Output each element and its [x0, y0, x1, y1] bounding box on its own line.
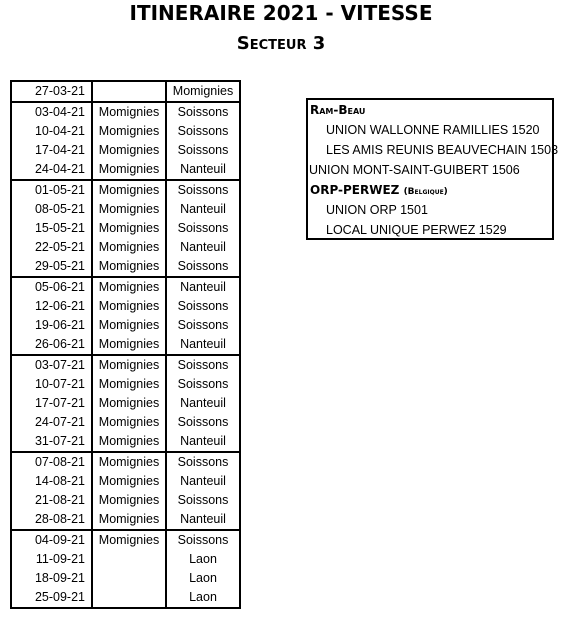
- schedule-to: Soissons: [166, 180, 240, 200]
- schedule-from: Momignies: [92, 394, 166, 413]
- schedule-date: 03-07-21: [11, 355, 92, 375]
- schedule-from: Momignies: [92, 122, 166, 141]
- schedule-date: 01-05-21: [11, 180, 92, 200]
- schedule-to: Nanteuil: [166, 472, 240, 491]
- schedule-from: Momignies: [92, 510, 166, 530]
- schedule-row: [11, 200, 240, 219]
- schedule-row: [11, 160, 240, 180]
- schedule-date: 03-04-21: [11, 102, 92, 122]
- schedule-row: [11, 491, 240, 510]
- club-group-name: ORP-PERWEZ: [310, 183, 400, 197]
- schedule-row: [11, 81, 240, 102]
- schedule-to: Nanteuil: [166, 394, 240, 413]
- schedule-date: 26-06-21: [11, 335, 92, 355]
- schedule-to: Laon: [166, 550, 240, 569]
- schedule-from: Momignies: [92, 219, 166, 238]
- schedule-from: Momignies: [92, 472, 166, 491]
- schedule-to: Laon: [166, 569, 240, 588]
- schedule-to: Laon: [166, 588, 240, 608]
- schedule-to: Soissons: [166, 452, 240, 472]
- schedule-date: 29-05-21: [11, 257, 92, 277]
- schedule-row: [11, 238, 240, 257]
- schedule-table: [10, 80, 241, 609]
- schedule-to: Soissons: [166, 297, 240, 316]
- schedule-from: Momignies: [92, 355, 166, 375]
- club-group-name: Ram-Beau: [310, 103, 366, 117]
- schedule-date: 04-09-21: [11, 530, 92, 550]
- schedule-date: 08-05-21: [11, 200, 92, 219]
- schedule-to: Soissons: [166, 530, 240, 550]
- schedule-date: 17-04-21: [11, 141, 92, 160]
- clubs-box: [306, 98, 559, 240]
- schedule-from: Momignies: [92, 335, 166, 355]
- schedule-row: [11, 219, 240, 238]
- schedule-row: [11, 180, 240, 200]
- schedule-to: Soissons: [166, 316, 240, 335]
- schedule-row: [11, 550, 240, 569]
- schedule-row: [11, 257, 240, 277]
- schedule-from: Momignies: [92, 316, 166, 335]
- schedule-to: Nanteuil: [166, 238, 240, 257]
- schedule-date: 21-08-21: [11, 491, 92, 510]
- schedule-row: [11, 472, 240, 491]
- schedule-date: 15-05-21: [11, 219, 92, 238]
- schedule-from: Momignies: [92, 432, 166, 452]
- schedule-from: Momignies: [92, 277, 166, 297]
- schedule-from: [92, 569, 166, 588]
- schedule-to: Soissons: [166, 413, 240, 432]
- schedule-to: Nanteuil: [166, 510, 240, 530]
- schedule-from: Momignies: [92, 491, 166, 510]
- schedule-to: Nanteuil: [166, 200, 240, 219]
- schedule-date: 18-09-21: [11, 569, 92, 588]
- schedule-from: Momignies: [92, 238, 166, 257]
- schedule-from: Momignies: [92, 257, 166, 277]
- club-item: LOCAL UNIQUE PERWEZ 1529: [326, 223, 507, 237]
- schedule-date: 07-08-21: [11, 452, 92, 472]
- schedule-row: [11, 432, 240, 452]
- schedule-to: Nanteuil: [166, 277, 240, 297]
- schedule-row: [11, 102, 240, 122]
- schedule-date: 25-09-21: [11, 588, 92, 608]
- schedule-row: [11, 316, 240, 335]
- schedule-to: Nanteuil: [166, 160, 240, 180]
- schedule-date: 05-06-21: [11, 277, 92, 297]
- schedule-row: [11, 588, 240, 608]
- schedule-to: Soissons: [166, 219, 240, 238]
- schedule-date: 24-07-21: [11, 413, 92, 432]
- page-title: ITINERAIRE 2021 - VITESSE: [129, 1, 433, 25]
- schedule-from: Momignies: [92, 452, 166, 472]
- schedule-to: Soissons: [166, 122, 240, 141]
- schedule-to: Soissons: [166, 257, 240, 277]
- schedule-row: [11, 122, 240, 141]
- schedule-row: [11, 510, 240, 530]
- schedule-from: Momignies: [92, 102, 166, 122]
- schedule-from: Momignies: [92, 297, 166, 316]
- schedule-row: [11, 569, 240, 588]
- schedule-row: [11, 355, 240, 375]
- schedule-date: 19-06-21: [11, 316, 92, 335]
- schedule-date: 27-03-21: [11, 81, 92, 102]
- schedule-date: 12-06-21: [11, 297, 92, 316]
- schedule-from: Momignies: [92, 141, 166, 160]
- page-subtitle: Secteur 3: [236, 33, 326, 54]
- schedule-row: [11, 394, 240, 413]
- schedule-from: Momignies: [92, 530, 166, 550]
- schedule-row: [11, 375, 240, 394]
- schedule-from: Momignies: [92, 200, 166, 219]
- schedule-to: Soissons: [166, 491, 240, 510]
- schedule-to: Soissons: [166, 355, 240, 375]
- schedule-row: [11, 530, 240, 550]
- schedule-date: 24-04-21: [11, 160, 92, 180]
- schedule-date: 14-08-21: [11, 472, 92, 491]
- schedule-date: 31-07-21: [11, 432, 92, 452]
- club-group-note: (Belgique): [403, 187, 448, 197]
- schedule-from: Momignies: [92, 413, 166, 432]
- schedule-to: Soissons: [166, 375, 240, 394]
- club-group-heading: [308, 100, 552, 120]
- schedule-row: [11, 335, 240, 355]
- schedule-date: 11-09-21: [11, 550, 92, 569]
- schedule-from: Momignies: [92, 375, 166, 394]
- schedule-to: Soissons: [166, 141, 240, 160]
- schedule-row: [11, 141, 240, 160]
- schedule-date: 17-07-21: [11, 394, 92, 413]
- schedule-date: 10-07-21: [11, 375, 92, 394]
- club-item: UNION MONT-SAINT-GUIBERT 1506: [309, 163, 520, 177]
- club-item: UNION ORP 1501: [326, 203, 428, 217]
- schedule-from: Momignies: [92, 160, 166, 180]
- schedule-row: [11, 413, 240, 432]
- schedule-date: 10-04-21: [11, 122, 92, 141]
- schedule-to: Nanteuil: [166, 432, 240, 452]
- schedule-from: [92, 81, 166, 102]
- schedule-from: [92, 550, 166, 569]
- club-item: LES AMIS REUNIS BEAUVECHAIN 1503: [326, 143, 559, 157]
- schedule-row: [11, 452, 240, 472]
- schedule-row: [11, 297, 240, 316]
- schedule-from: Momignies: [92, 180, 166, 200]
- club-group-heading: [308, 180, 552, 200]
- schedule-date: 22-05-21: [11, 238, 92, 257]
- schedule-to: Nanteuil: [166, 335, 240, 355]
- schedule-to: Momignies: [166, 81, 240, 102]
- schedule-from: [92, 588, 166, 608]
- schedule-row: [11, 277, 240, 297]
- schedule-date: 28-08-21: [11, 510, 92, 530]
- club-item: UNION WALLONNE RAMILLIES 1520: [326, 123, 540, 137]
- schedule-to: Soissons: [166, 102, 240, 122]
